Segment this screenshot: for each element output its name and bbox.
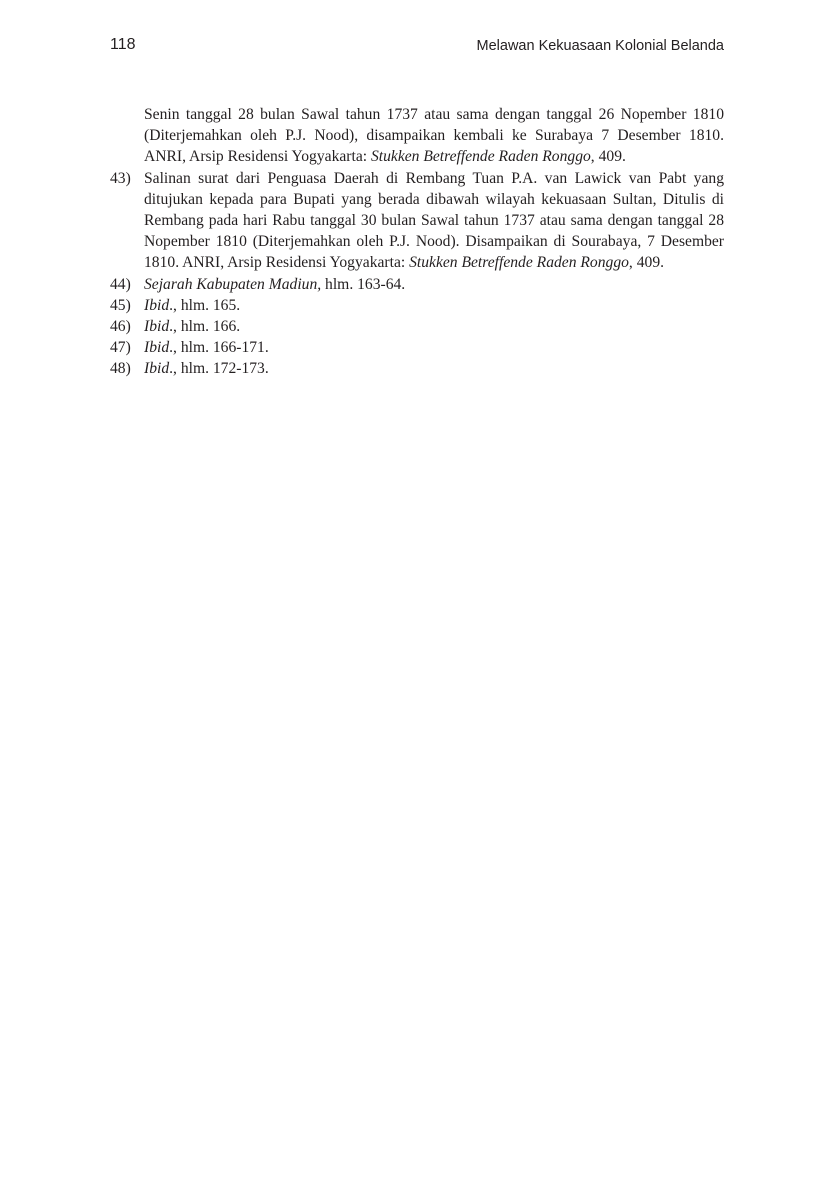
note-italic-title: Stukken Betreffende Raden Ronggo (409, 254, 629, 272)
note-tail: ., hlm. 166-171. (169, 339, 269, 357)
note-tail: hlm. 163-64. (321, 275, 406, 293)
note-number: 44) (110, 275, 131, 293)
note-body (144, 316, 724, 337)
page-number: 118 (110, 36, 136, 53)
note-46 (110, 316, 724, 337)
note-text: Salinan surat dari Penguasa Daerah di Rembang Tuan P.A. van Lawick van Pabt yang ditujukan kepada para Bupati yang berada dibawah wilayah kekuasaan Sultan, Ditulis di Rembang pada hari Rabu tanggal 30 bulan Sawal tahun 1737 atau sama dengan tanggal 28 Nopember 1810 (Diterjemahkan oleh P.J. Nood). Disampaikan di Sourabaya, 7 Desember 1810. ANRI, Arsip Residensi Yogyakarta: (144, 169, 724, 272)
note-text: Senin tanggal 28 bulan Sawal tahun 1737 atau sama dengan tanggal 26 Nopember 1810 (Diterjemahkan oleh P.J. Nood), disampaikan kembali ke Surabaya 7 Desember 1810. ANRI, Arsip Residensi Yogyakarta: (144, 106, 724, 166)
note-body (144, 358, 724, 379)
note-italic-title: Stukken Betreffende Raden Ronggo (370, 148, 591, 166)
note-44 (110, 274, 724, 295)
note-number: 45) (110, 296, 131, 314)
running-title: Melawan Kekuasaan Kolonial Belanda (476, 38, 724, 54)
note-42-continuation (110, 104, 724, 168)
page-header (110, 36, 724, 58)
note-number: 48) (110, 360, 131, 378)
note-number: 43) (110, 169, 131, 187)
note-body (144, 274, 724, 295)
note-tail: ., hlm. 166. (169, 318, 241, 336)
endnotes (110, 104, 724, 380)
note-48 (110, 358, 724, 379)
note-italic-title: Ibid (144, 318, 170, 336)
note-body (144, 337, 724, 358)
note-tail: , 409. (590, 148, 626, 166)
note-italic-title: Ibid (144, 296, 170, 314)
note-body (144, 168, 724, 274)
note-italic-title: Ibid (144, 339, 170, 357)
note-tail: , 409. (628, 254, 665, 272)
note-italic-title: Ibid (144, 360, 170, 378)
note-43 (110, 168, 724, 274)
note-tail: ., hlm. 172-173. (169, 360, 269, 378)
note-45 (110, 295, 724, 316)
note-number: 47) (110, 339, 131, 357)
note-italic-title: Sejarah Kabupaten Madiun, (144, 275, 322, 293)
note-body (144, 295, 724, 316)
note-number: 46) (110, 318, 131, 336)
note-tail: ., hlm. 165. (169, 296, 241, 314)
note-47 (110, 337, 724, 358)
